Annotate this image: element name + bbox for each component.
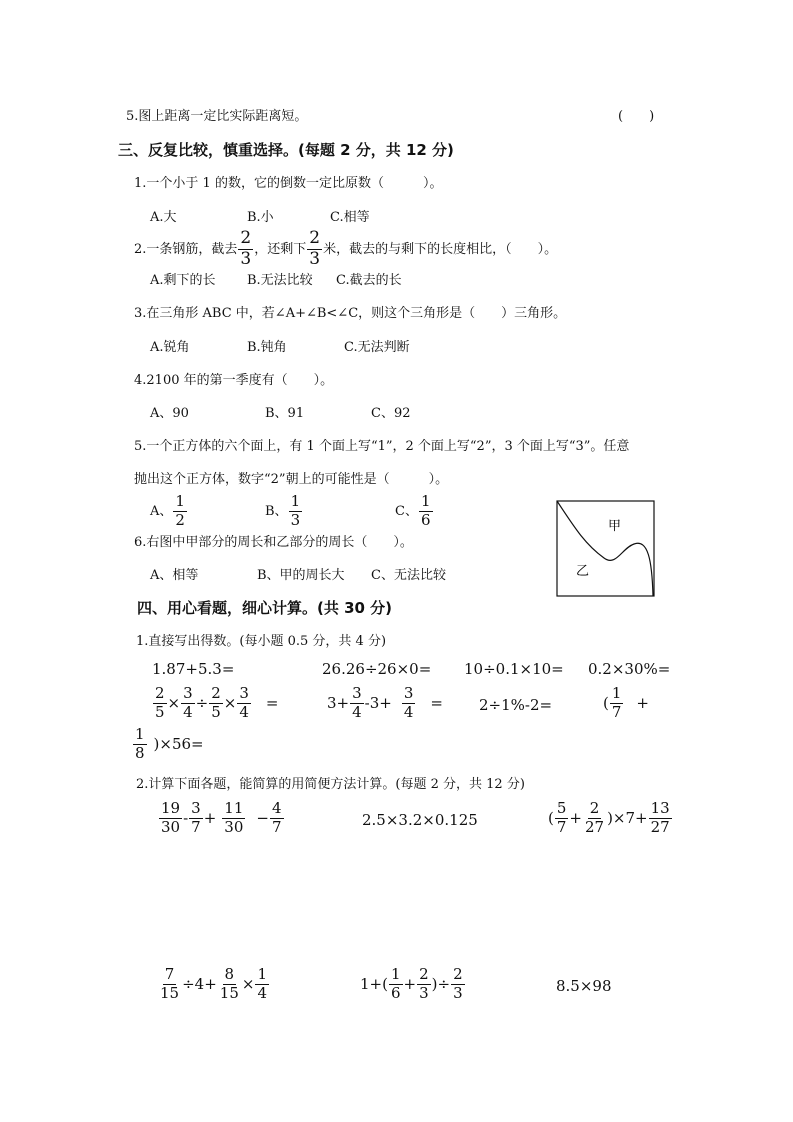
fraction: $\frac{4}{7}$ [271, 799, 282, 836]
fraction: $\frac{19}{30}$ [161, 799, 181, 836]
s3-q4-option-b: B、91 [265, 406, 305, 421]
section3-title: 三、反复比较，慎重选择。(每题 2 分，共 12 分) [118, 141, 454, 159]
fraction: $\frac{13}{27}$ [650, 799, 670, 836]
fraction: $\frac{1}{8}$ [135, 725, 145, 762]
s3-q2-option-b: B.无法比较 [247, 273, 313, 288]
s3-q2-stem: 2.一条钢筋，截去 $\frac{2}{3}$ ，还剩下 $\frac{2}{3}$ 米，截去的与剩下的长度相比，（ ）。 [134, 228, 558, 269]
fraction: $\frac{3}{4}$ [183, 684, 193, 721]
s3-q5-option-c: C、 $\frac{1}{6}$ [395, 492, 431, 529]
s3-q3-text: 3.在三角形 ABC 中，若∠A+∠B<∠C，则这个三角形是（ ）三角形。 [134, 306, 567, 321]
s4-p2-title: 2.计算下面各题，能简算的用简便方法计算。(每题 2 分，共 12 分) [136, 777, 525, 792]
region-jia-label: 甲 [608, 519, 622, 534]
fraction: $\frac{2}{3}$ [240, 228, 252, 269]
compute-item: $\frac{19}{30}$ - $\frac{3}{7}$ + $\frac{11}{30}$ − $\frac{4}{7}$ [161, 799, 282, 836]
s3-q4-option-c: C、92 [371, 406, 411, 421]
s3-q6-option-b: B、甲的周长大 [257, 568, 345, 583]
fraction: $\frac{2}{3}$ [309, 228, 321, 269]
s3-q5-line2: 抛出这个正方体，数字“2”朝上的可能性是（ ）。 [134, 472, 449, 487]
s3-q1-option-b: B.小 [247, 210, 274, 225]
compute-item: 2.5×3.2×0.125 [362, 811, 478, 829]
region-yi-label: 乙 [576, 564, 590, 579]
fraction: $\frac{2}{5}$ [211, 684, 221, 721]
s3-q5-option-b: B、 $\frac{1}{3}$ [265, 492, 301, 529]
s3-q1-option-a: A.大 [150, 210, 177, 225]
judge-q5-text: 5.图上距离一定比实际距离短。 [126, 109, 308, 124]
calc-item: 0.2×30%= [588, 660, 671, 678]
s3-q6-option-c: C、无法比较 [371, 568, 446, 583]
s3-q6-option-a: A、相等 [150, 568, 199, 583]
fraction: $\frac{8}{15}$ [219, 965, 239, 1002]
calc-item-part1: ( $\frac{1}{7}$ + [603, 684, 649, 721]
calc-item: 26.26÷26×0= [322, 660, 432, 678]
fraction: $\frac{1}{2}$ [175, 492, 185, 529]
fraction: $\frac{7}{15}$ [160, 965, 180, 1002]
s3-q4-text: 4.2100 年的第一季度有（ ）。 [134, 373, 334, 388]
calc-item: 3+ $\frac{3}{4}$ -3+ $\frac{3}{4}$ = [327, 684, 443, 721]
fraction: $\frac{2}{3}$ [419, 965, 429, 1002]
fraction: $\frac{3}{4}$ [239, 684, 249, 721]
compute-item: $\frac{7}{15}$ ÷4+ $\frac{8}{15}$ × $\frac{1}{4}$ [160, 965, 267, 1002]
calc-item: 1.87+5.3= [152, 660, 235, 678]
s3-q6-text: 6.右图中甲部分的周长和乙部分的周长（ ）。 [134, 535, 413, 550]
s3-q3-option-a: A.锐角 [150, 340, 190, 355]
s4-p1-title: 1.直接写出得数。(每小题 0.5 分，共 4 分) [136, 634, 387, 649]
fraction: $\frac{3}{7}$ [191, 799, 201, 836]
fraction: $\frac{2}{5}$ [155, 684, 165, 721]
compute-item: 8.5×98 [556, 977, 612, 995]
fraction: $\frac{1}{7}$ [611, 684, 622, 721]
s3-q5-line1: 5.一个正方体的六个面上，有 1 个面上写“1”，2 个面上写“2”，3 个面上写“3”。任意 [134, 439, 630, 454]
fraction: $\frac{3}{4}$ [352, 684, 362, 721]
calc-item-part2: $\frac{1}{8}$ )×56= [135, 725, 204, 762]
calc-item: 2÷1%-2= [479, 696, 553, 714]
s3-q3-option-b: B.钝角 [247, 340, 287, 355]
fraction: $\frac{2}{3}$ [453, 965, 463, 1002]
s3-q3-option-c: C.无法判断 [344, 340, 410, 355]
fraction: $\frac{1}{3}$ [290, 492, 301, 529]
fraction: $\frac{11}{30}$ [224, 799, 244, 836]
fraction: $\frac{1}{4}$ [257, 965, 267, 1002]
fraction: $\frac{5}{7}$ [556, 799, 567, 836]
judge-q5-answer-blank: ( ) [618, 109, 655, 124]
section4-title: 四、用心看题，细心计算。(共 30 分) [137, 599, 393, 617]
s3-q2-option-c: C.截去的长 [336, 273, 402, 288]
s3-q4-option-a: A、90 [150, 406, 189, 421]
s3-q2-option-a: A.剩下的长 [150, 273, 216, 288]
fraction: $\frac{1}{6}$ [390, 965, 401, 1002]
s3-q5-option-a: A、 $\frac{1}{2}$ [150, 492, 185, 529]
s3-q1-text: 1.一个小于 1 的数，它的倒数一定比原数（ ）。 [134, 176, 443, 191]
square-curve-figure [556, 500, 656, 598]
calc-item: 10÷0.1×10= [464, 660, 564, 678]
compute-item: 1+( $\frac{1}{6}$ + $\frac{2}{3}$ )÷ $\frac{2}{3}$ [360, 965, 463, 1002]
compute-item: ( $\frac{5}{7}$ + $\frac{2}{27}$ )×7+ $\frac{13}{27}$ [548, 799, 670, 836]
calc-item: $\frac{2}{5}$ × $\frac{3}{4}$ ÷ $\frac{2}{5}$ × $\frac{3}{4}$ = [155, 684, 279, 721]
fraction: $\frac{1}{6}$ [420, 492, 431, 529]
fraction: $\frac{3}{4}$ [403, 684, 414, 721]
s3-q1-option-c: C.相等 [330, 210, 370, 225]
fraction: $\frac{2}{27}$ [584, 799, 605, 836]
